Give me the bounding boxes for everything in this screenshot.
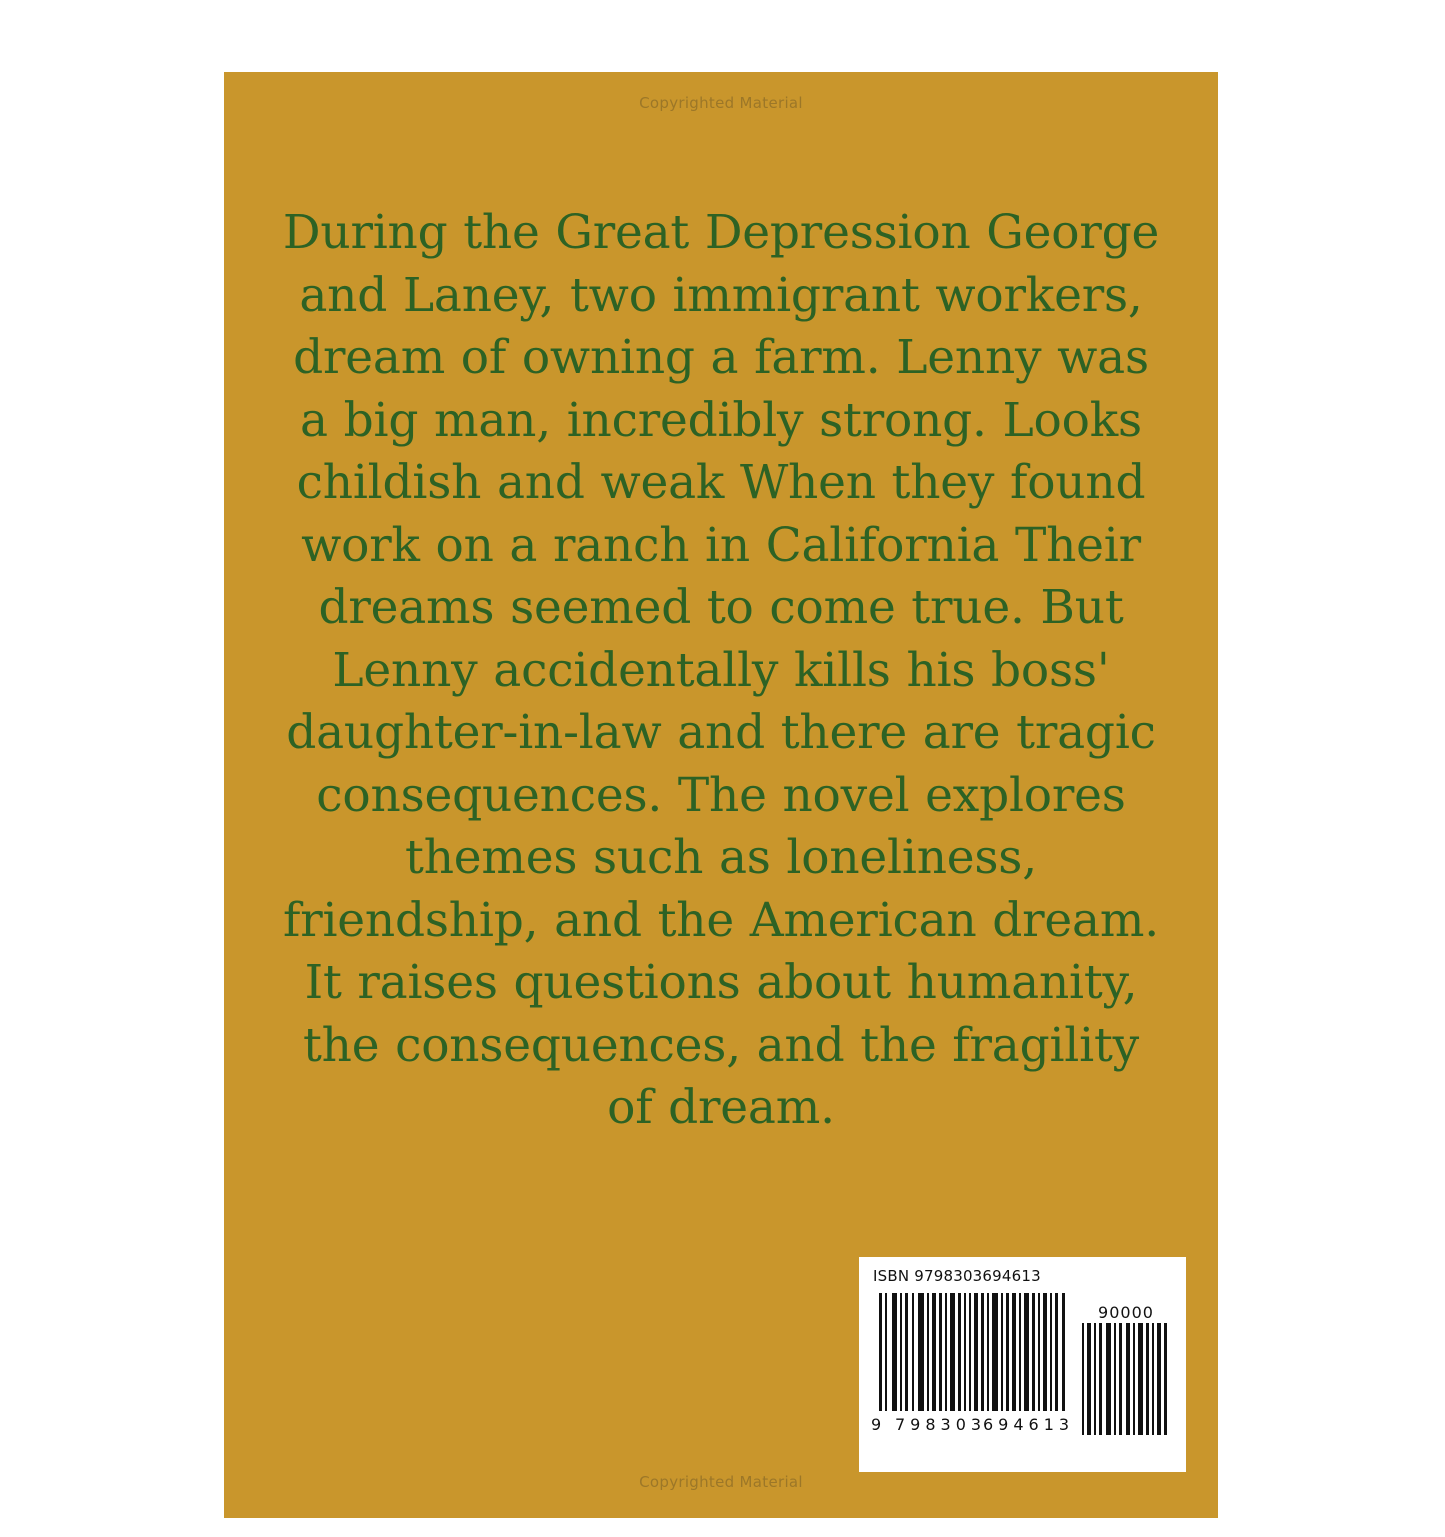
copyright-watermark-top: Copyrighted Material bbox=[639, 94, 803, 112]
ean13-digit-first: 9 bbox=[871, 1415, 882, 1434]
ean13-bars bbox=[871, 1293, 1071, 1411]
barcode-block bbox=[859, 1257, 1186, 1472]
ean5-addon-barcode bbox=[1078, 1303, 1174, 1439]
copyright-watermark-bottom: Copyrighted Material bbox=[639, 1473, 803, 1491]
ean13-digit-group-right: 694613 bbox=[983, 1415, 1075, 1434]
ean13-digit-group-left: 798303 bbox=[895, 1415, 987, 1434]
back-cover-blurb: During the Great Depression George and Laney, two immigrant workers, dream of owning a farm. Lenny was a big man, incredibly strong. Looks childish and weak When they found work on a ranch in California Their dreams seemed to come true. But Lenny accidentally kills his boss' daughter-in-law and there are tragic consequences. The novel explores themes such as loneliness, friendship, and the American dream. It raises questions about humanity, the consequences, and the fragility of dream. bbox=[282, 205, 1160, 1135]
book-back-cover bbox=[224, 72, 1218, 1518]
ean13-barcode bbox=[871, 1293, 1075, 1464]
ean5-addon-bars bbox=[1078, 1323, 1174, 1435]
ean5-addon-digits: 90000 bbox=[1098, 1303, 1154, 1322]
barcodes-row bbox=[871, 1293, 1174, 1464]
isbn-label: ISBN 9798303694613 bbox=[873, 1267, 1041, 1285]
